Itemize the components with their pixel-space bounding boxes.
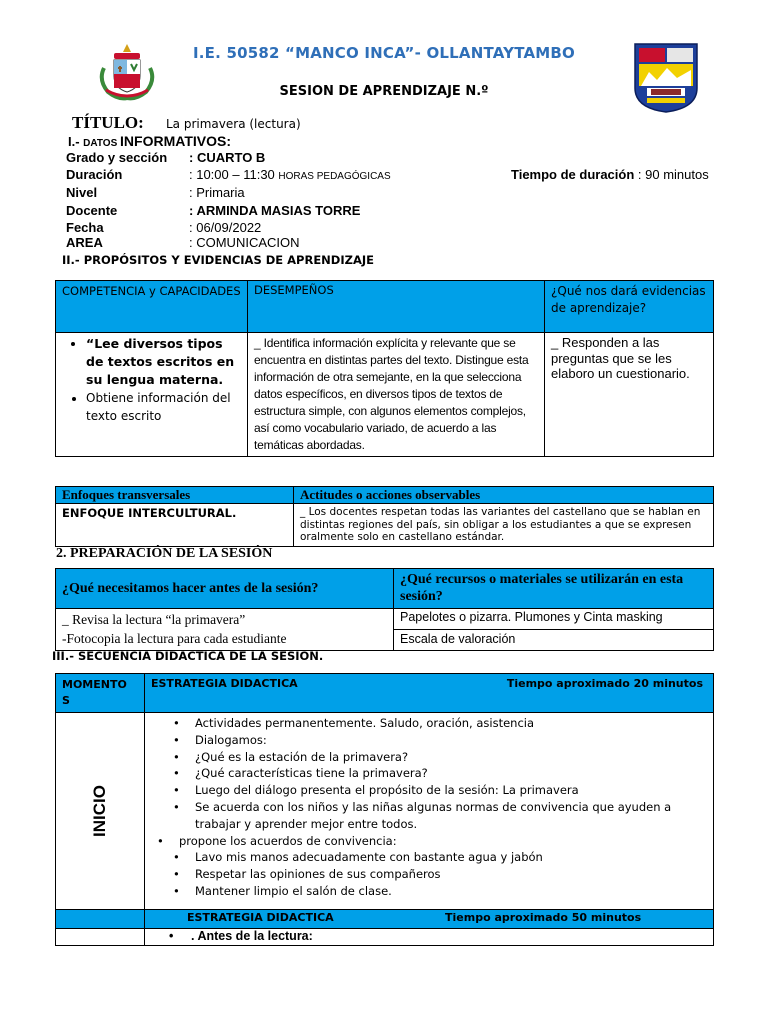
duracion-value: : 10:00 – 11:30 (189, 167, 279, 182)
tiempo-label-1: Tiempo aproximado 20 minutos (506, 677, 703, 690)
nivel-label: Nivel (66, 185, 98, 200)
competencia-cell (56, 333, 248, 457)
preparacion-heading: 2. PREPARACIÓN DE LA SESIÓN (56, 546, 273, 561)
antes-item-1: _ Revisa la lectura “la primavera” (62, 612, 246, 627)
grado-value: : CUARTO B (189, 150, 266, 165)
header-actitudes: Actitudes o acciones observables (294, 487, 714, 504)
empty-blue-cell (56, 910, 145, 929)
header-antes: ¿Qué necesitamos hacer antes de la sesión? (56, 569, 394, 609)
competencia-list (56, 335, 241, 425)
recursos-cell (394, 609, 714, 651)
inicio-label: INICIO (89, 785, 109, 837)
section-number: I.- (68, 134, 84, 149)
duracion-value-group (189, 167, 391, 184)
section-big-text: INFORMATIVOS: (120, 133, 231, 149)
estrategia-label-2: ESTRATEGIA DIDACTICA (187, 911, 334, 924)
momentos-text-b: S (62, 694, 70, 707)
header-evidencias: ¿Qué nos dará evidencias de aprendizaje? (545, 281, 714, 333)
header-enfoques: Enfoques transversales (56, 487, 294, 504)
duracion-unit: HORAS PEDAGÓGICAS (278, 171, 391, 182)
title-value: La primavera (lectura) (166, 117, 301, 131)
antes-lectura-list (151, 929, 707, 943)
recurso-item-2: Escala de valoración (400, 632, 516, 646)
inicio-cell (56, 713, 145, 910)
header-competencia: COMPETENCIA y CAPACIDADES (56, 281, 248, 333)
acuerdos-item: • propone los acuerdos de convivencia: (179, 833, 707, 850)
area-value: : COMUNICACION (189, 235, 300, 250)
inicio-item-1: • Actividades permanentemente. Saludo, oración, asistencia (195, 715, 707, 732)
inicio-item-6: • Se acuerda con los niños y las niñas algunas normas de convivencia que ayuden a trabajar y aprender mejor entre todos. (195, 799, 707, 833)
evidencia-cell: _ Responden a las preguntas que se les elaboro un cuestionario. (545, 333, 714, 457)
momentos-text-a: MOMENTO (62, 678, 127, 691)
info-tiempo (511, 167, 709, 182)
school-name: I.E. 50582 “MANCO INCA”- OLLANTAYTAMBO (193, 44, 575, 62)
propositos-heading: II.- PROPÓSITOS Y EVIDENCIAS DE APRENDIZAJE (62, 253, 374, 267)
acuerdo-sub-3: • Mantener limpio el salón de clase. (195, 883, 707, 900)
nivel-value: : Primaria (189, 185, 245, 200)
secuencia-table (55, 673, 714, 946)
header-recursos: ¿Qué recursos o materiales se utilizarán en esta sesión? (394, 569, 714, 609)
antes-item-2: -Fotocopia la lectura para cada estudiante (62, 631, 287, 646)
secuencia-heading: III.- SECUENCIA DIDACTICA DE LA SESION. (52, 649, 324, 663)
competencia-item: • “Lee diversos tipos de textos escritos en su lengua materna. (86, 335, 241, 389)
propositos-table (55, 280, 714, 457)
header-estrategia (145, 674, 714, 713)
inicio-list (151, 715, 707, 833)
tiempo-label-2: Tiempo aproximado 50 minutos (445, 911, 642, 924)
session-title: SESION DE APRENDIZAJE N.º (279, 84, 489, 99)
acuerdo-sub-2: • Respetar las opiniones de sus compañeros (195, 866, 707, 883)
tiempo-value: : 90 minutos (637, 167, 709, 182)
acuerdo-sub-1: • Lavo mis manos adecuadamente con bastante agua y jabón (195, 849, 707, 866)
inicio-content (145, 713, 714, 910)
area-label: AREA (66, 235, 103, 250)
enfoque-cell: ENFOQUE INTERCULTURAL. (56, 504, 294, 547)
recurso-item-1: Papelotes o pizarra. Plumones y Cinta masking (394, 609, 713, 630)
antes-lectura-cell (145, 929, 714, 946)
inicio-item-5: • Luego del diálogo presenta el propósito de la sesión: La primavera (195, 782, 707, 799)
enfoques-table (55, 486, 714, 547)
fecha-label: Fecha (66, 220, 104, 235)
preparacion-table (55, 568, 714, 651)
duracion-label: Duración (66, 167, 123, 182)
docente-value: : ARMINDA MASIAS TORRE (189, 203, 361, 218)
header-estrategia-2 (145, 910, 714, 929)
title-label: TÍTULO: (72, 113, 144, 132)
header-desempenos: DESEMPEÑOS (248, 281, 545, 333)
antes-cell (56, 609, 394, 651)
acuerdos-list (151, 833, 707, 850)
inicio-item-3: • ¿Qué es la estación de la primavera? (195, 749, 707, 766)
grado-label: Grado y sección (66, 150, 168, 165)
section-small-text: DATOS (83, 138, 121, 149)
header-momentos (56, 674, 145, 713)
desempeno-cell: _ Identifica información explícita y relevante que se encuentra en distintas partes del texto. Distingue esta información de otra semejante, en la que selecciona datos específicos, en diversos tipos de textos de estructura simple, con algunos elementos complejos, así como vocabulario variado, de acuerdo a las temáticas abordadas. (248, 333, 545, 457)
estrategia-label: ESTRATEGIA DIDACTICA (151, 677, 298, 690)
empty-cell (56, 929, 145, 946)
acuerdos-sublist (151, 849, 707, 899)
docente-label: Docente (66, 203, 118, 218)
tiempo-label: Tiempo de duración (511, 167, 635, 182)
inicio-item-2: • Dialogamos: (195, 732, 707, 749)
fecha-value: : 06/09/2022 (189, 220, 262, 235)
section-datos-heading (68, 133, 231, 149)
actitud-cell: _ Los docentes respetan todas las variantes del castellano que se hablan en distintas regiones del país, sin obligar a los estudiantes a que se expresen oralmente solo en castellano estándar. (294, 504, 714, 547)
capacidad-item: • Obtiene información del texto escrito (86, 389, 241, 425)
antes-lectura-item: • . Antes de la lectura: (191, 929, 707, 943)
inicio-item-4: • ¿Qué características tiene la primavera? (195, 765, 707, 782)
